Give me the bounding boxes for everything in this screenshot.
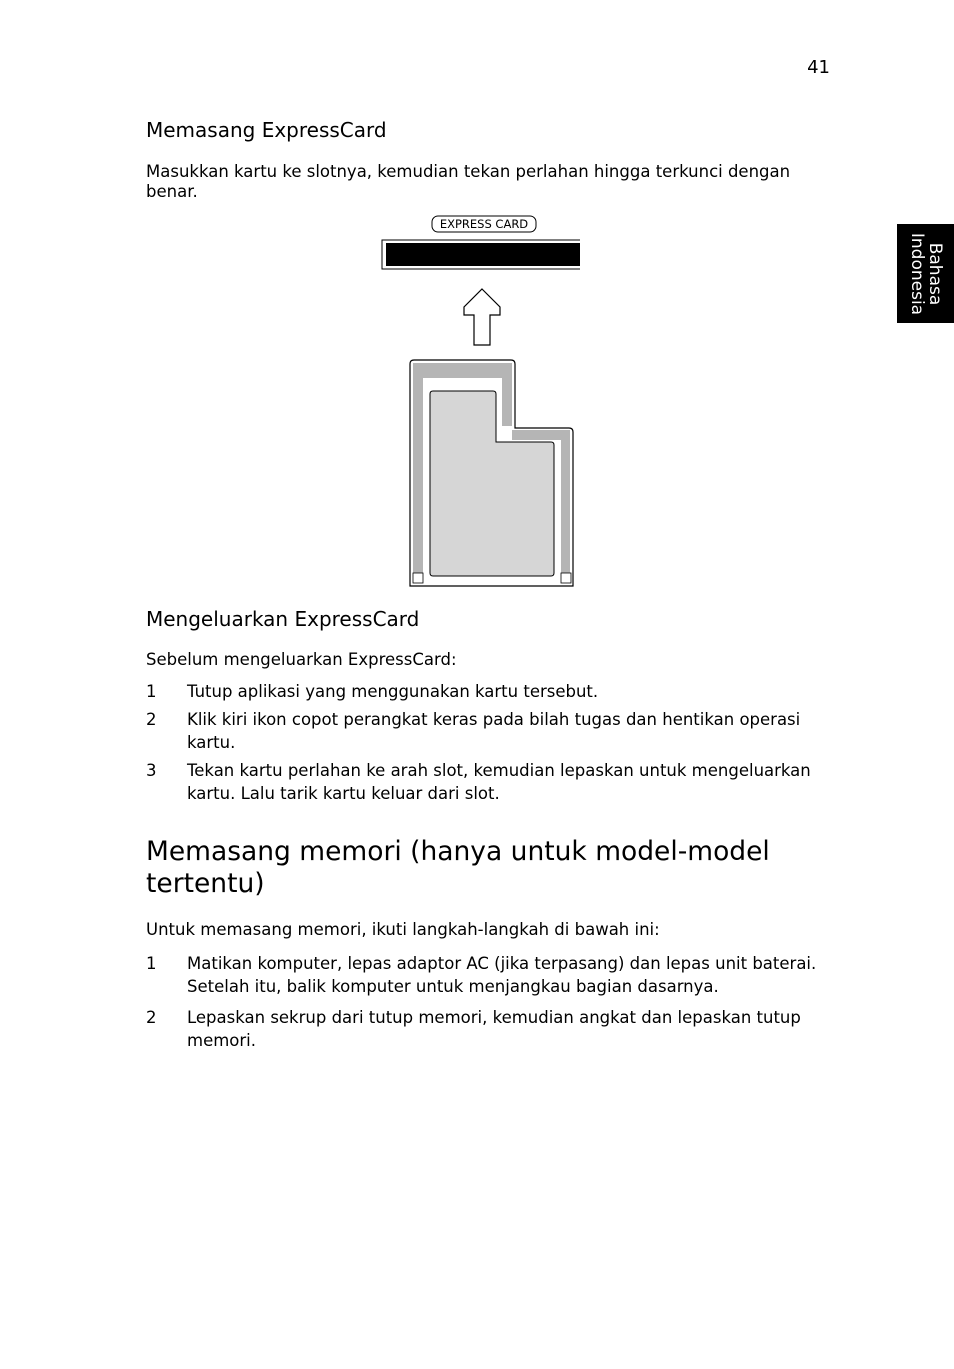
step-text: Klik kiri ikon copot perangkat keras pada bilah tugas dan hentikan operasi kartu. — [187, 710, 801, 752]
step-number: 2 — [146, 1008, 157, 1027]
section-eject-intro: Sebelum mengeluarkan ExpressCard: — [146, 650, 457, 669]
list-item — [146, 952, 836, 998]
step-number: 1 — [146, 954, 157, 973]
language-tab-line1: Bahasa — [924, 242, 945, 305]
step-number: 2 — [146, 710, 157, 729]
section-insert-title: Memasang ExpressCard — [146, 118, 387, 142]
step-text: Tekan kartu perlahan ke arah slot, kemudian lepaskan untuk mengeluarkan kartu. Lalu tarik kartu keluar dari slot. — [187, 761, 811, 803]
step-text: Matikan komputer, lepas adaptor AC (jika terpasang) dan lepas unit baterai. Setelah itu, balik komputer untuk menjangkau bagian dasarnya. — [187, 954, 817, 996]
language-tab-line2: Indonesia — [906, 232, 927, 315]
section-memory-intro: Untuk memasang memori, ikuti langkah-langkah di bawah ini: — [146, 920, 660, 939]
language-tab-label — [908, 232, 944, 314]
page-number: 41 — [807, 57, 830, 78]
step-number: 3 — [146, 761, 157, 780]
step-text: Tutup aplikasi yang menggunakan kartu tersebut. — [187, 682, 599, 701]
list-item — [146, 759, 836, 805]
memory-steps-list — [146, 952, 836, 1052]
list-item — [146, 680, 836, 703]
section-insert-body: Masukkan kartu ke slotnya, kemudian tekan perlahan hingga terkunci dengan benar. — [146, 162, 791, 201]
section-memory-title: Memasang memori (hanya untuk model-model tertentu) — [146, 836, 770, 899]
step-number: 1 — [146, 682, 157, 701]
eject-steps-list — [146, 680, 836, 805]
slot-icon — [382, 216, 580, 269]
language-tab — [897, 224, 954, 323]
section-eject-title: Mengeluarkan ExpressCard — [146, 607, 420, 631]
list-item — [146, 1006, 836, 1052]
arrow-up-icon — [464, 289, 500, 345]
slot-label: EXPRESS CARD — [439, 217, 529, 231]
expresscard-illustration — [380, 212, 580, 592]
list-item — [146, 708, 836, 754]
expresscard-icon — [410, 360, 573, 586]
step-text: Lepaskan sekrup dari tutup memori, kemudian angkat dan lepaskan tutup memori. — [187, 1008, 801, 1050]
